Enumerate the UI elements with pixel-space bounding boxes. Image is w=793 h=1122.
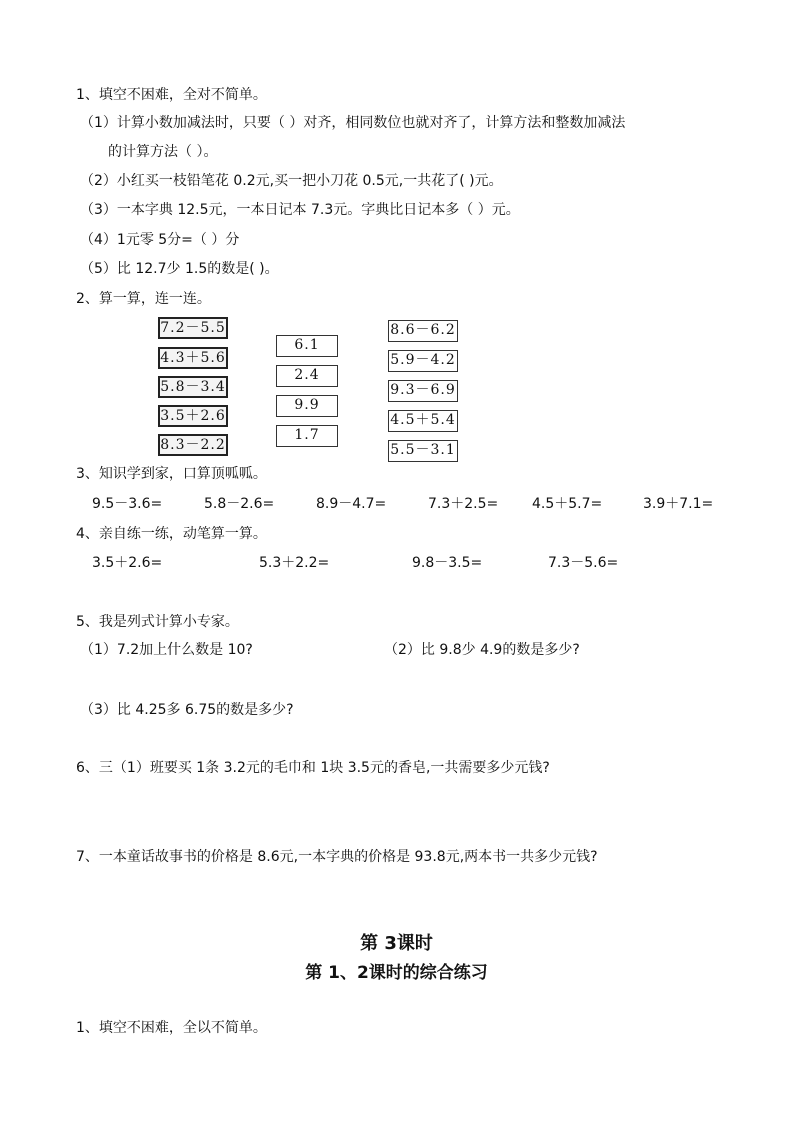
right-expression: 5.9－4.2 <box>388 350 458 372</box>
q6-text: 6、三（1）班要买 1条 3.2元的毛巾和 1块 3.5元的香皂,一共需要多少元钱? <box>76 760 550 776</box>
q1-line3: （3）一本字典 12.5元，一本日记本 7.3元。字典比日记本多（ ）元。 <box>80 202 520 218</box>
right-expression: 5.5－3.1 <box>388 440 458 462</box>
q3-header: 3、知识学到家，口算顶呱呱。 <box>76 466 267 482</box>
q5-part2: （2）比 9.8少 4.9的数是多少? <box>384 642 580 658</box>
q3-item: 9.5－3.6= <box>92 496 163 512</box>
q4-header: 4、亲自练一练，动笔算一算。 <box>76 526 267 542</box>
q1-line1: （1）计算小数加减法时，只要（ ）对齐，相同数位也就对齐了，计算方法和整数加减法 <box>80 115 626 131</box>
q5-part3: （3）比 4.25多 6.75的数是多少? <box>80 702 294 718</box>
q4-item: 9.8－3.5= <box>412 555 483 571</box>
left-expression: 4.3＋5.6 <box>158 347 228 369</box>
q4-item: 7.3－5.6= <box>548 555 619 571</box>
section-title: 第 3课时 <box>360 933 433 954</box>
right-expression: 4.5＋5.4 <box>388 410 458 432</box>
q1-header: 1、填空不困难，全对不简单。 <box>76 87 267 103</box>
left-expression: 3.5＋2.6 <box>158 405 228 427</box>
middle-answer: 2.4 <box>276 365 338 387</box>
section-q1-header: 1、填空不困难，全以不简单。 <box>76 1020 267 1036</box>
q3-item: 4.5＋5.7= <box>532 496 603 512</box>
q1-line2: （2）小红买一枝铅笔花 0.2元,买一把小刀花 0.5元,一共花了( )元。 <box>80 173 503 189</box>
q1-line4: （4）1元零 5分=（ ）分 <box>80 232 240 248</box>
middle-answer: 9.9 <box>276 395 338 417</box>
left-expression: 7.2－5.5 <box>158 317 228 339</box>
q7-text: 7、一本童话故事书的价格是 8.6元,一本字典的价格是 93.8元,两本书一共多少元钱? <box>76 849 598 865</box>
q4-item: 5.3＋2.2= <box>259 555 330 571</box>
q4-item: 3.5＋2.6= <box>92 555 163 571</box>
section-subtitle: 第 1、2课时的综合练习 <box>305 963 488 983</box>
q1-line5: （5）比 12.7少 1.5的数是( )。 <box>80 261 279 277</box>
q2-header: 2、算一算，连一连。 <box>76 291 211 307</box>
q3-item: 7.3＋2.5= <box>428 496 499 512</box>
q1-line1b: 的计算方法（ ）。 <box>108 144 218 160</box>
left-expression: 8.3－2.2 <box>158 434 228 456</box>
middle-answer: 1.7 <box>276 425 338 447</box>
right-expression: 9.3－6.9 <box>388 380 458 402</box>
q3-item: 5.8－2.6= <box>204 496 275 512</box>
q5-part1: （1）7.2加上什么数是 10? <box>80 642 253 658</box>
left-expression: 5.8－3.4 <box>158 376 228 398</box>
middle-answer: 6.1 <box>276 335 338 357</box>
q5-header: 5、我是列式计算小专家。 <box>76 614 239 630</box>
q3-item: 3.9＋7.1= <box>643 496 714 512</box>
right-expression: 8.6－6.2 <box>388 320 458 342</box>
q3-item: 8.9－4.7= <box>316 496 387 512</box>
